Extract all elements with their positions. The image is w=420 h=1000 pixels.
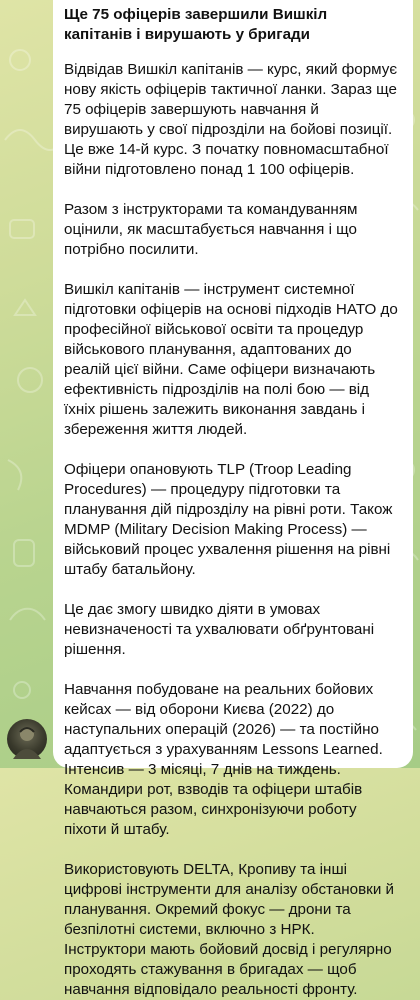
post-title: Ще 75 офіцерів завершили Вишкіл капітанів і вирушають у бригади bbox=[64, 6, 328, 43]
message-bubble[interactable] bbox=[53, 0, 413, 998]
sender-avatar[interactable] bbox=[7, 719, 47, 759]
post-paragraph: Це дає змогу швидко діяти в умовах невизначеності та ухвалювати обґрунтовані рішення. bbox=[64, 601, 375, 658]
post-paragraph: Відвідав Вишкіл капітанів — курс, який формує нову якість офіцерів тактичної ланки. Зараз ще 75 офіцерів завершують навчання й вирушають у свої підрозділи на бойові позиції. Це вже 14-й курс. З початку повномасштабної війни підготовлено понад 1 100 офіцерів. bbox=[64, 61, 398, 178]
post-paragraph: Вишкіл капітанів — інструмент системної підготовки офіцерів на основі підходів НАТО до професійної військової освіти та процедур військового планування, адаптованих до реалій цієї війни. Саме офіцери визначають ефективність підрозділів на полі бою — від їхніх рішень залежить виконання завдань і збереження життя людей. bbox=[64, 281, 398, 438]
post-paragraph: Офіцери опановують TLP (Troop Leading Procedures) — процедуру підготовки та планування дій підрозділу на рівні роти. Також MDMP (Military Decision Making Process) — військовий процес ухвалення рішення на рівні штабу батальйону. bbox=[64, 461, 393, 578]
post-paragraph: Використовують DELTA, Кропиву та інші цифрові інструменти для аналізу обстановки й планування. Окремий фокус — дрони та безпілотні системи, включно з НРК. Інструктори мають бойовий досвід і регулярно проходять стажування в бригадах — щоб навчання відповідало реальності фронту. bbox=[64, 861, 395, 998]
post-paragraph: Разом з інструкторами та командуванням оцінили, як масштабується навчання і що потрібно посилити. bbox=[64, 201, 358, 258]
post-paragraph: Навчання побудоване на реальних бойових кейсах — від оборони Києва (2022) до наступальних операцій (2026) — та постійно адаптується з урахуванням Lessons Learned. Інтенсив — 3 місяці, 7 днів на тиждень. Командири рот, взводів та офіцери штабів навчаються разом, синхронізуючи роботу піхоти й штабу. bbox=[64, 681, 383, 838]
avatar-photo-icon bbox=[7, 719, 47, 759]
